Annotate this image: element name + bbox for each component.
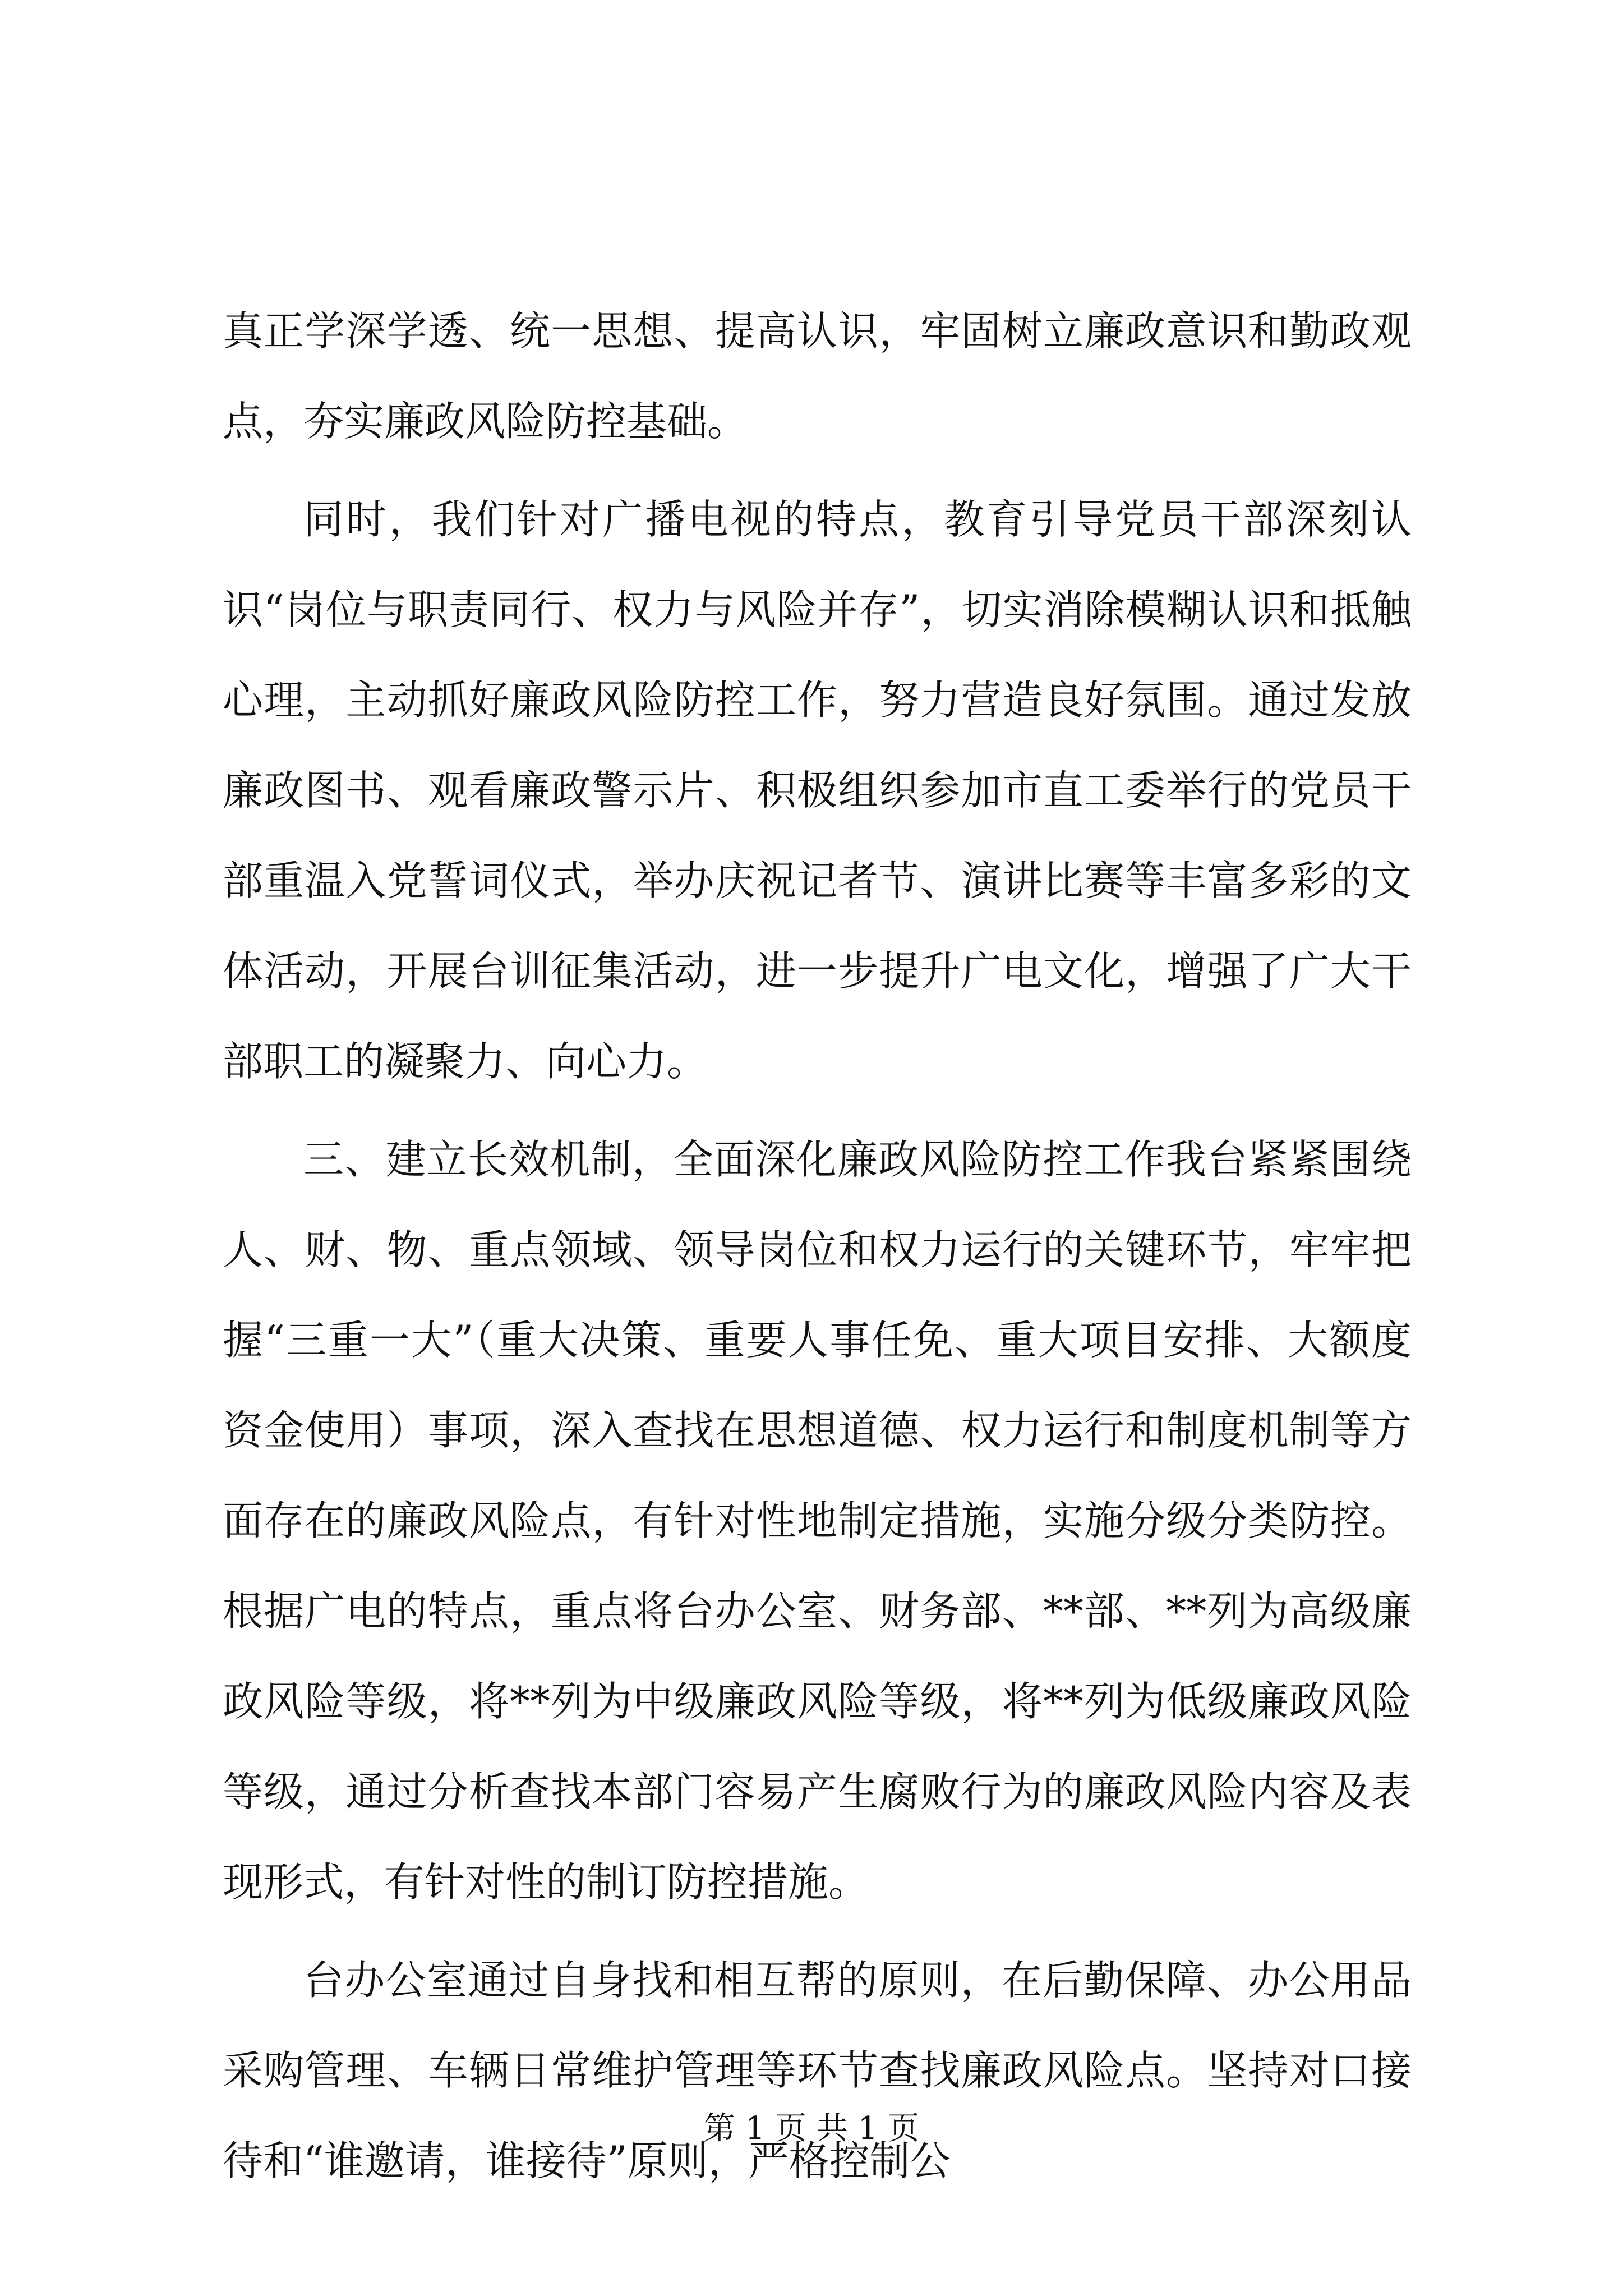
page-footer: 第 1 页 共 1 页: [703, 2110, 920, 2147]
paragraph: 真正学深学透、统一思想、提高认识，牢固树立廉政意识和勤政观点，夯实廉政风险防控基础。: [223, 307, 1412, 445]
paragraph: 三、建立长效机制，全面深化廉政风险防控工作我台紧紧围绕人、财、物、重点领域、领导岗位和权力运行的关键环节，牢牢把握“三重一大”（重大决策、重要人事任免、重大项目安排、大额度资金使用）事项，深入查找在思想道德、权力运行和制度机制等方面存在的廉政风险点，有针对性地制定措施，实施分级分类防控。根据广电的特点，重点将台办公室、财务部、**部、**列为高级廉政风险等级，将**列为中级廉政风险等级，将**列为低级廉政风险等级，通过分析查找本部门容易产生腐败行为的廉政风险内容及表现形式，有针对性的制订防控措施。: [223, 1136, 1412, 1906]
paragraph: 台办公室通过自身找和相互帮的原则，在后勤保障、办公用品采购管理、车辆日常维护管理等环节查找廉政风险点。坚持对口接待和“谁邀请，谁接待”原则，严格控制公: [223, 1957, 1412, 2184]
document-body: [223, 286, 1412, 2206]
paragraph: 同时，我们针对广播电视的特点，教育引导党员干部深刻认识“岗位与职责同行、权力与风险并存”，切实消除模糊认识和抵触心理，主动抓好廉政风险防控工作，努力营造良好氛围。通过发放廉政图书、观看廉政警示片、积极组织参加市直工委举行的党员干部重温入党誓词仪式，举办庆祝记者节、演讲比赛等丰富多彩的文体活动，开展台训征集活动，进一步提升广电文化，增强了广大干部职工的凝聚力、向心力。: [223, 496, 1412, 1085]
